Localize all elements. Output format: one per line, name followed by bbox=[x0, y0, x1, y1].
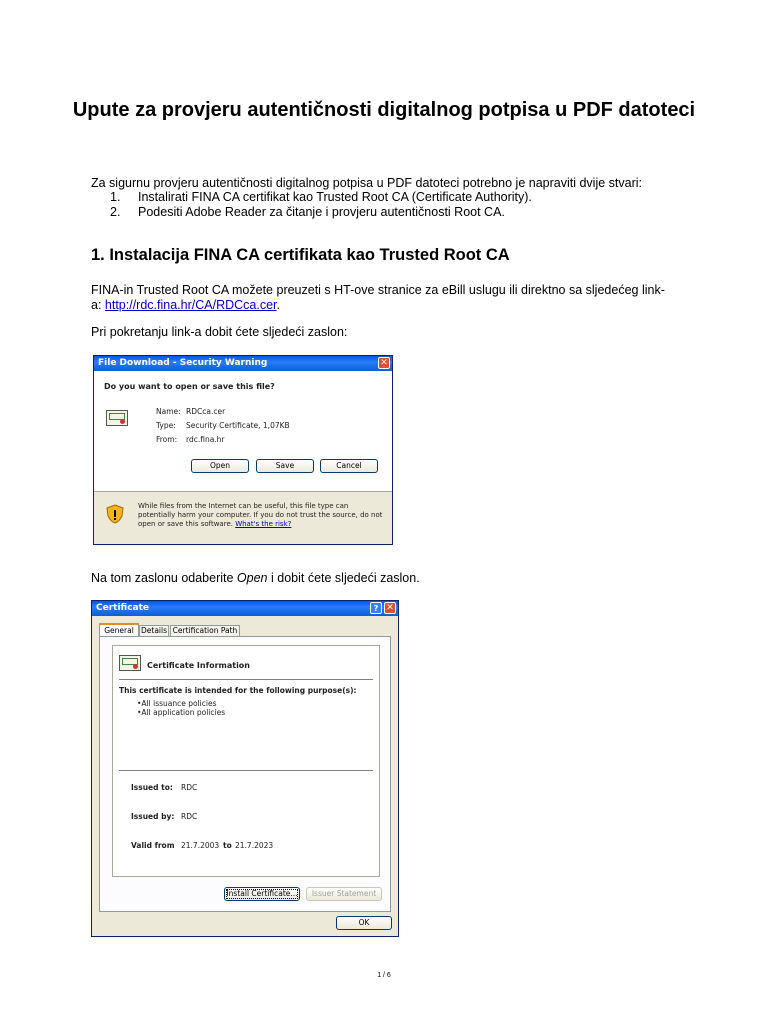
dialog-upper-panel bbox=[94, 371, 392, 491]
file-download-dialog bbox=[93, 355, 393, 545]
dialog-titlebar bbox=[92, 601, 398, 616]
close-icon[interactable]: ✕ bbox=[384, 602, 396, 614]
valid-to-label: to bbox=[223, 841, 232, 850]
type-value: Security Certificate, 1,07KB bbox=[186, 421, 290, 430]
type-label: Type: bbox=[156, 421, 176, 430]
list-number: 2. bbox=[110, 205, 121, 219]
dialog-titlebar bbox=[94, 356, 392, 371]
list-item bbox=[110, 205, 532, 220]
issuer-statement-button: Issuer Statement bbox=[306, 887, 382, 901]
shield-warning-icon bbox=[106, 504, 124, 524]
open-text-post: i dobit ćete sljedeći zaslon. bbox=[267, 571, 420, 585]
from-value: rdc.fina.hr bbox=[186, 435, 225, 444]
certificate-dialog bbox=[91, 600, 399, 937]
valid-to-value: 21.7.2023 bbox=[235, 841, 274, 850]
certificate-icon bbox=[119, 655, 141, 671]
page-number: 1 / 6 bbox=[377, 972, 391, 979]
open-text-em: Open bbox=[236, 571, 268, 585]
open-instruction bbox=[91, 571, 691, 586]
certificate-info-box bbox=[112, 645, 380, 877]
steps-list bbox=[110, 190, 532, 220]
dialog-title: File Download - Security Warning bbox=[98, 358, 268, 368]
list-text: Podesiti Adobe Reader za čitanje i provjeru autentičnosti Root CA. bbox=[138, 205, 505, 219]
purpose-item: •All issuance policies bbox=[137, 699, 217, 708]
list-number: 1. bbox=[110, 190, 121, 204]
certificate-icon bbox=[106, 410, 128, 426]
tab-details[interactable]: Details bbox=[140, 626, 167, 635]
ok-button[interactable]: OK bbox=[336, 916, 392, 930]
intro-paragraph: Za sigurnu provjeru autentičnosti digitalnog potpisa u PDF datoteci potrebno je napraviti dvije stvari: bbox=[91, 176, 643, 190]
cancel-button[interactable]: Cancel bbox=[320, 459, 378, 473]
purpose-heading: This certificate is intended for the following purpose(s): bbox=[119, 686, 357, 695]
warning-text: While files from the Internet can be useful, this file type can potentially harm your computer. If you do not trust the source, do not open or save this software. bbox=[138, 502, 383, 528]
issued-to-value: RDC bbox=[181, 783, 198, 792]
download-text-end: . bbox=[276, 298, 280, 312]
certificate-link[interactable]: http://rdc.fina.hr/CA/RDCca.cer bbox=[104, 298, 277, 312]
issued-to-label: Issued to: bbox=[131, 783, 173, 792]
purpose-item: •All application policies bbox=[137, 708, 226, 717]
info-heading: Certificate Information bbox=[147, 661, 250, 670]
section-heading: 1. Instalacija FINA CA certifikata kao Trusted Root CA bbox=[91, 246, 510, 264]
warning-message bbox=[138, 502, 384, 529]
tab-general[interactable]: General bbox=[99, 623, 139, 636]
help-icon[interactable]: ? bbox=[370, 602, 382, 614]
tab-certification-path[interactable]: Certification Path bbox=[170, 625, 240, 636]
divider bbox=[119, 679, 373, 680]
name-value: RDCca.cer bbox=[186, 407, 226, 416]
from-label: From: bbox=[156, 435, 178, 444]
tab-panel bbox=[99, 636, 391, 912]
open-text-pre: Na tom zaslonu odaberite bbox=[91, 571, 237, 585]
valid-from-label: Valid from bbox=[131, 841, 175, 850]
download-paragraph bbox=[91, 283, 671, 313]
dialog-question: Do you want to open or save this file? bbox=[104, 382, 275, 391]
issued-by-value: RDC bbox=[181, 812, 198, 821]
valid-from-value: 21.7.2003 bbox=[181, 841, 220, 850]
divider bbox=[94, 491, 392, 492]
close-icon[interactable]: ✕ bbox=[378, 357, 390, 369]
open-button[interactable]: Open bbox=[191, 459, 249, 473]
name-label: Name: bbox=[156, 407, 181, 416]
install-certificate-button[interactable]: Install Certificate... bbox=[224, 887, 300, 901]
save-button[interactable]: Save bbox=[256, 459, 314, 473]
list-text: Instalirati FINA CA certifikat kao Trusted Root CA (Certificate Authority). bbox=[138, 190, 532, 204]
divider bbox=[119, 770, 373, 771]
link-instruction: Pri pokretanju link-a dobit ćete sljedeći zaslon: bbox=[91, 325, 348, 339]
download-text: FINA-in Trusted Root CA možete preuzeti s HT-ove stranice za eBill uslugu ili direktno sa sljedećeg link-a: bbox=[91, 283, 665, 312]
document-title: Upute za provjeru autentičnosti digitalnog potpisa u PDF datoteci bbox=[72, 99, 696, 121]
list-item bbox=[110, 190, 532, 205]
risk-link[interactable]: What's the risk? bbox=[235, 520, 292, 528]
dialog-title: Certificate bbox=[96, 603, 150, 613]
issued-by-label: Issued by: bbox=[131, 812, 175, 821]
